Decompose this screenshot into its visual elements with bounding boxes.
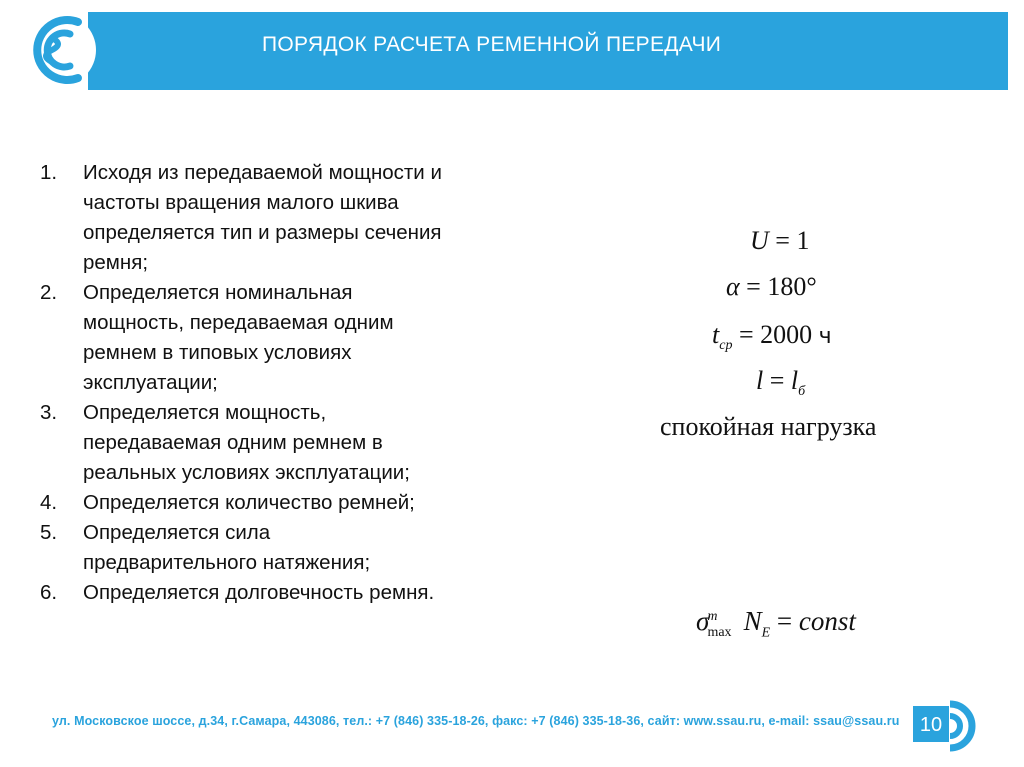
slide-header [0, 0, 1024, 110]
list-item [40, 158, 560, 278]
list-item [40, 518, 560, 578]
step-line: Исходя из передаваемой мощности и [83, 161, 442, 184]
step-line: передаваемая одним ремнем в [83, 431, 383, 454]
step-line: частоты вращения малого шкива [83, 191, 399, 214]
step-line: реальных условиях эксплуатации; [83, 461, 410, 484]
step-number: 1. [40, 161, 58, 184]
step-line: мощность, передаваемая одним [83, 311, 394, 334]
step-line: ремня; [83, 251, 149, 274]
list-item [40, 278, 560, 398]
ssau-logo-icon [18, 8, 114, 92]
procedure-steps-list [40, 158, 560, 608]
step-number: 4. [40, 491, 58, 514]
ssau-arc-icon [944, 698, 984, 754]
gear-ratio-formula: U = 1 [750, 226, 810, 255]
step-line: Определяется сила [83, 521, 271, 544]
step-line: ремнем в типовых условиях [83, 341, 352, 364]
step-line: определяется тип и размеры сечения [83, 221, 442, 244]
step-line: Определяется долговечность ремня. [83, 581, 435, 604]
step-number: 5. [40, 521, 58, 544]
step-line: Определяется мощность, [83, 401, 327, 424]
slide-title: ПОРЯДОК РАСЧЕТА РЕМЕННОЙ ПЕРЕДАЧИ [262, 33, 722, 56]
wrap-angle-formula: α = 180° [726, 272, 817, 301]
load-condition-text: спокойная нагрузка [660, 412, 877, 441]
step-line: эксплуатации; [83, 371, 218, 394]
list-item [40, 488, 560, 518]
step-number: 2. [40, 281, 58, 304]
service-life-formula: $t_{ср} = 2000$ ч [712, 320, 832, 354]
page-number: 10 [913, 706, 949, 742]
slide-footer [0, 690, 1024, 767]
footer-address: ул. Московское шоссе, д.34, г.Самара, 443086, тел.: +7 (846) 335-18-26, факс: +7 (846) 335-18-36, сайт: www.ssau.ru, e-mail: ssau@ssau.ru [52, 714, 900, 728]
step-line: предварительного натяжения; [83, 551, 371, 574]
durability-equation: $\sigma^m_{max}$ $N_E$ = const [696, 606, 856, 641]
step-number: 3. [40, 401, 58, 424]
step-line: Определяется количество ремней; [83, 491, 415, 514]
step-number: 6. [40, 581, 58, 604]
belt-length-formula: $l = l_б$ [756, 366, 806, 400]
list-item [40, 578, 560, 608]
step-line: Определяется номинальная [83, 281, 353, 304]
list-item [40, 398, 560, 488]
